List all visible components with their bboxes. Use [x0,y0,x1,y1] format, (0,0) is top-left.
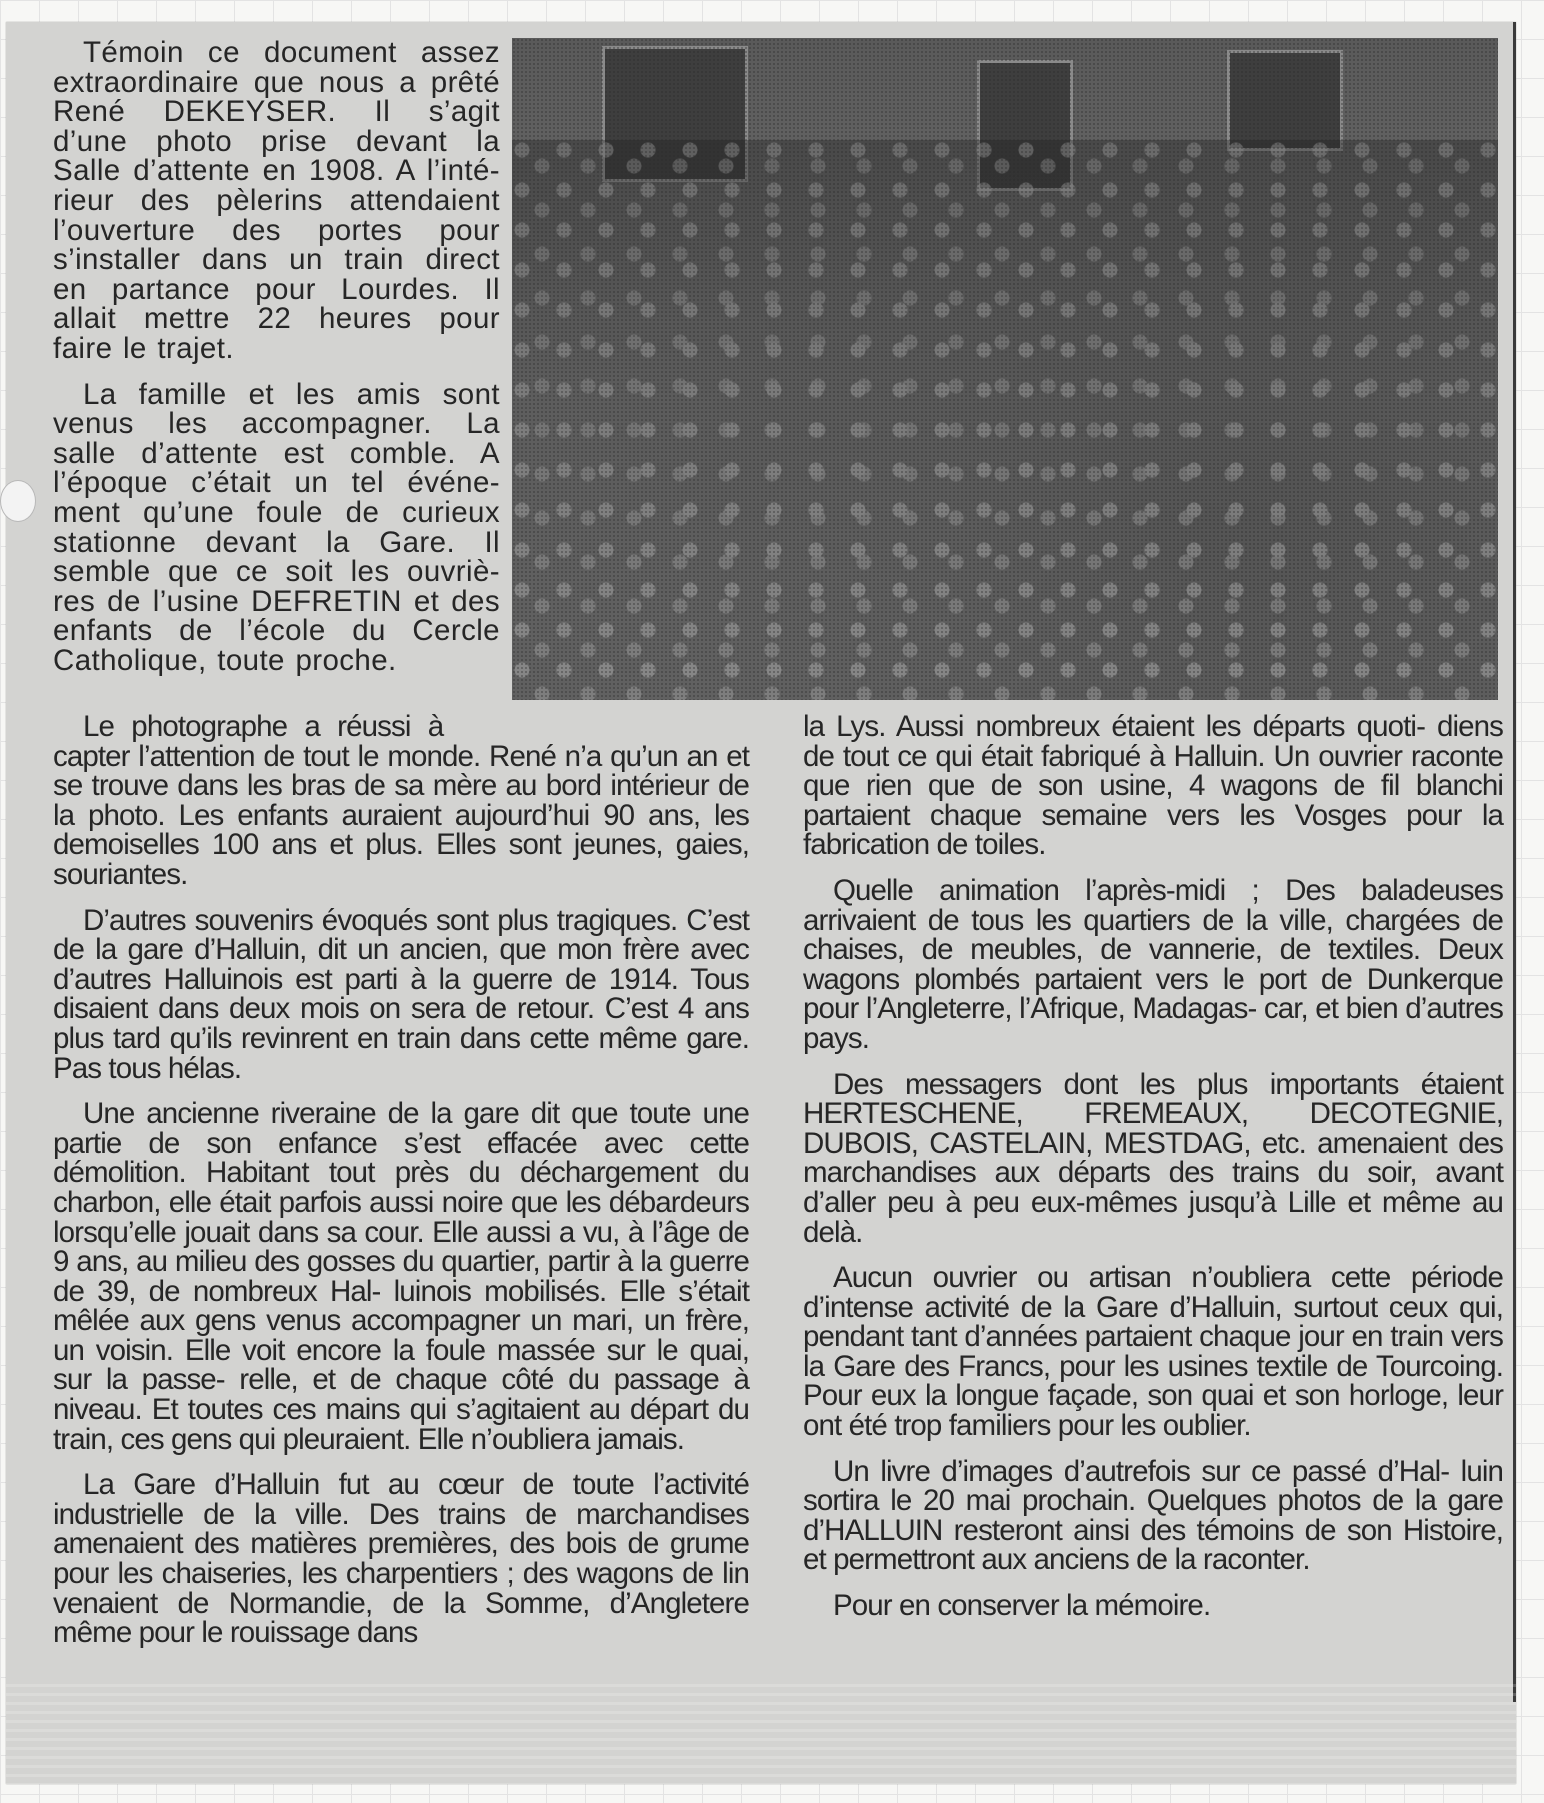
intro-paragraph: La famille et les amis sont venus les accompagner. La salle d’attente est comble. A l’époque c’était un tel événe- ment qu’une foule de curieux stationne devant la Gare. Il semble que ce soit les ouvriè- res de l’usine DEFRETIN et des enfants de l’école du Cercle Catholique, toute proche. [53,377,500,677]
body-paragraph: la Lys. Aussi nombreux étaient les départs quoti- diens de tout ce qui était fabriqué à Halluin. Un ouvrier raconte que rien que de son usine, 4 wagons de fil blanchi partaient chaque semaine vers les Vosges pour la fabrication de toiles. [803,710,1503,862]
newspaper-clipping [6,22,1516,1784]
body-paragraph: Des messagers dont les plus importants étaient HERTESCHENE, FREMEAUX, DECOTEGNIE, DUBOIS, CASTELAIN, MESTDAG, etc. amenaient des marchandises aux départs des trains du soir, avant d’aller peu à peu eux-mêmes jusqu’à Lille et même au delà. [803,1067,1503,1249]
halftone-texture [512,38,1498,700]
left-column [53,712,749,1664]
closing-line: Pour en conserver la mémoire. [833,1589,1211,1623]
body-paragraph: Un livre d’images d’autrefois sur ce passé d’Hal- luin sortira le 20 mai prochain. Quelques photos de la gare d’HALLUIN resteront ainsi des témoins de son Histoire, et permettront aux anciens de la raconter. [803,1454,1503,1577]
clipping-cut-edge [1513,22,1516,1702]
body-paragraph: Une ancienne riveraine de la gare dit que toute une partie de son enfance s’est effacée avec cette démolition. Habitant tout près du déchargement du charbon, elle était parfois aussi noire que les débardeurs lorsqu’elle jouait dans sa cour. Elle aussi a vu, à l’âge de 9 ans, au milieu des gosses du quartier, partir à la guerre de 39, de nombreux Hal- luinois mobilisés. Elle s’était mêlée aux gens venus accompagner un mari, un frère, un voisin. Elle voit encore la foule massée sur le quai, sur la passe- relle, et de chaque côté du passage à niveau. Et toutes ces mains qui s’agitaient au départ du train, ces gens qui pleuraient. Elle n’oubliera jamais. [53,1097,749,1456]
historical-group-photo [512,38,1498,700]
body-paragraph: Aucun ouvrier ou artisan n’oubliera cette période d’intense activité de la Gare d’Halluin, surtout ceux qui, pendant tant d’années partaient chaque jour en train vers la Gare des Francs, pour les usines textile de Tourcoing. Pour eux la longue façade, son quai et son horloge, leur ont été trop familiers pour les oublier. [803,1261,1503,1443]
torn-edge [0,480,36,522]
intro-paragraph: Témoin ce document assez extraordinaire que nous a prêté René DEKEYSER. Il s’agit d’une photo prise devant la Salle d’attente en 1908. A l’inté- rieur des pèlerins attendaient l’ouverture des portes pour s’installer dans un train direct en partance pour Lourdes. Il allait mettre 22 heures pour faire le trajet. [53,36,500,365]
body-paragraph: Quelle animation l’après-midi ; Des baladeuses arrivaient de tous les quartiers de la ville, chargées de chaises, de meubles, de vannerie, de textiles. Deux wagons plombés partaient vers le port de Dunkerque pour l’Angleterre, l’Afrique, Madagas- car, et bien d’autres pays. [803,873,1503,1055]
body-paragraph: Le photographe a réussi à [83,710,444,743]
body-paragraph: La Gare d’Halluin fut au cœur de toute l’activité industrielle de la ville. Des trains de marchandises amenaient des matières premières, des bois de grume pour les chaiseries, les charpentiers ; des wagons de lin venaient de Normandie, de la Somme, d’Angletere même pour le rouissage dans [53,1468,749,1650]
right-column [803,712,1503,1637]
body-paragraph: D’autres souvenirs évoqués sont plus tragiques. C’est de la gare d’Halluin, dit un ancien, que mon frère avec d’autres Halluinois est parti à la guerre de 1914. Tous disaient dans deux mois on sera de retour. C’est 4 ans plus tard qu’ils revinrent en train dans cette même gare. Pas tous hélas. [53,903,749,1085]
intro-column [53,38,500,691]
body-paragraph: capter l’attention de tout le monde. René n’a qu’un an et se trouve dans les bras de sa mère au bord intérieur de la photo. Les enfants auraient aujourd’hui 90 ans, les demoiselles 100 ans et plus. Elles sont jeunes, gaies, souriantes. [53,739,749,891]
